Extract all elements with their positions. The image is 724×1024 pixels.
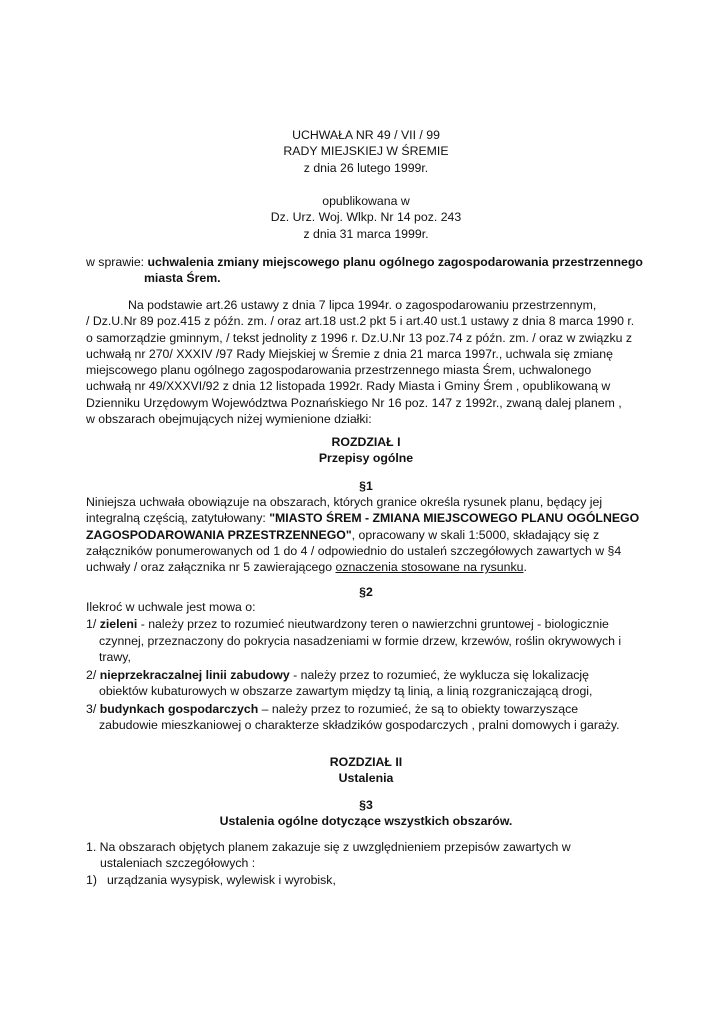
title-number: UCHWAŁA NR 49 / VII / 99 [292, 128, 440, 142]
publication-journal: Dz. Urz. Woj. Wlkp. Nr 14 poz. 243 [270, 210, 462, 225]
subject [86, 254, 656, 287]
subitem-text: urządzania wysypisk, wylewisk i wyrobisk, [106, 872, 336, 887]
section-3-heading [86, 797, 646, 830]
title-date: z dnia 26 lutego 1999r. [303, 160, 429, 175]
chapter-1-number: ROZDZIAŁ I [331, 435, 401, 449]
resolution-title [86, 127, 646, 176]
preamble-line: / Dz.U.Nr 89 poz.415 z późn. zm. / oraz art.18 ust.2 pkt 5 i art.40 ust.1 ustawy z dnia 8 marca 1990 r. [86, 314, 635, 329]
section-3-sign: §3 [359, 798, 373, 812]
section-1-sign: §1 [359, 479, 373, 493]
section-3-subitem [86, 872, 656, 888]
section-3-point-1-cont: ustaleniach szczegółowych : [100, 856, 256, 871]
definition-number: 3/ [86, 701, 100, 716]
chapter-1-heading [86, 434, 646, 467]
subject-text-1: uchwalenia zmiany miejscowego planu ogólnego zagospodarowania przestrzennego [147, 255, 643, 269]
definition-text: trawy, [99, 649, 131, 664]
definition-number: 2/ [86, 668, 100, 683]
section-1-line: Niniejsza uchwała obowiązuje na obszarach, których granice określa rysunek planu, będący jej [86, 495, 603, 509]
preamble-line: Na podstawie art.26 ustawy z dnia 7 lipca 1994r. o zagospodarowaniu przestrzennym, [128, 298, 597, 312]
section-1-line: , opracowany w skali 1:5000, składający się z [351, 527, 600, 542]
publication-line: opublikowana w [322, 194, 410, 208]
section-3-title: Ustalenia ogólne dotyczące wszystkich obszarów. [219, 814, 513, 829]
section-2-intro: Ilekroć w uchwale jest mowa o: [86, 600, 256, 614]
definition-term: budynkach gospodarczych [99, 701, 259, 716]
subitem-number: 1) [86, 872, 97, 887]
section-1-line: uchwały / oraz załącznika nr 5 zawierającego [86, 560, 336, 575]
preamble [86, 297, 656, 427]
chapter-2-number: ROZDZIAŁ II [329, 755, 403, 769]
section-1-line-end: . [523, 560, 527, 575]
section-3-point-1: 1. Na obszarach objętych planem zakazuje się z uwzględnieniem przepisów zawartych w [86, 840, 571, 854]
definition-item [86, 667, 656, 700]
section-3-body [86, 839, 656, 888]
definition-item [86, 701, 656, 734]
section-1-line: integralną częścią, zatytułowany: [86, 511, 270, 526]
definition-text: – należy przez to rozumieć, że są to obiekty towarzyszące [258, 701, 579, 716]
plan-title-part-2: ZAGOSPODAROWANIA PRZESTRZENNEGO" [86, 527, 352, 542]
definition-text: zabudowie mieszkaniowej o charakterze składzików gospodarczych , pralni domowych i garaży. [99, 718, 620, 733]
preamble-line: miejscowego planu ogólnego zagospodarowania przestrzennego miasta Śrem, uchwalonego [86, 363, 592, 378]
subject-prefix: w sprawie: [86, 255, 148, 269]
definition-number: 1/ [86, 617, 100, 632]
definition-text: czynnej, przeznaczony do pokrycia nasadzeniami w formie drzew, krzewów, roślin okrywowych i [99, 633, 622, 648]
definition-text: - należy przez to rozumieć nieutwardzony teren o nawierzchni gruntowej - biologicznie [137, 617, 609, 632]
subject-text-2: miasta Śrem. [144, 271, 221, 286]
chapter-2-heading [86, 754, 646, 787]
definition-term: nieprzekraczalnej linii zabudowy [99, 668, 290, 683]
definition-text: - należy przez to rozumieć, że wyklucza się lokalizację [289, 668, 590, 683]
preamble-line: uchwałą nr 49/XXXVI/92 z dnia 12 listopada 1992r. Rady Miasta i Gminy Śrem , opublikowaną w [86, 379, 611, 394]
definition-item [86, 616, 656, 665]
title-council: RADY MIEJSKIEJ W ŚREMIE [283, 144, 449, 159]
preamble-line: o samorządzie gminnym, / tekst jednolity z 1996 r. Dz.U.Nr 13 poz.74 z późn. zm. / oraz w związku z [86, 330, 633, 345]
section-2-body [86, 599, 656, 733]
section-1-line: załączników ponumerowanych od 1 do 4 / odpowiednio do ustaleń szczegółowych zawartych w §4 [86, 543, 622, 558]
preamble-line: Dzienniku Urzędowym Województwa Poznańskiego Nr 16 poz. 147 z 1992r., zwaną dalej planem , [86, 395, 622, 410]
preamble-line: uchwałą nr 270/ XXXIV /97 Rady Miejskiej w Śremie z dnia 21 marca 1997r., uchwala się zmianę [86, 346, 613, 361]
section-1-body [86, 494, 656, 575]
publication-info [86, 193, 646, 242]
section-2-sign: §2 [359, 585, 373, 599]
preamble-line: w obszarach obejmujących niżej wymienione działki: [86, 412, 372, 427]
plan-title-part-1: "MIASTO ŚREM - ZMIANA MIEJSCOWEGO PLANU OGÓLNEGO [269, 511, 640, 526]
chapter-1-title: Przepisy ogólne [318, 451, 414, 466]
chapter-2-title: Ustalenia [338, 771, 394, 786]
definition-text: obiektów kubaturowych w obszarze zawartym między tą linią, a linią rozgraniczającą drogi, [99, 684, 593, 699]
publication-date: z dnia 31 marca 1999r. [303, 226, 429, 241]
legend-reference: oznaczenia stosowane na rysunku [335, 560, 524, 575]
definition-term: zieleni [99, 617, 138, 632]
